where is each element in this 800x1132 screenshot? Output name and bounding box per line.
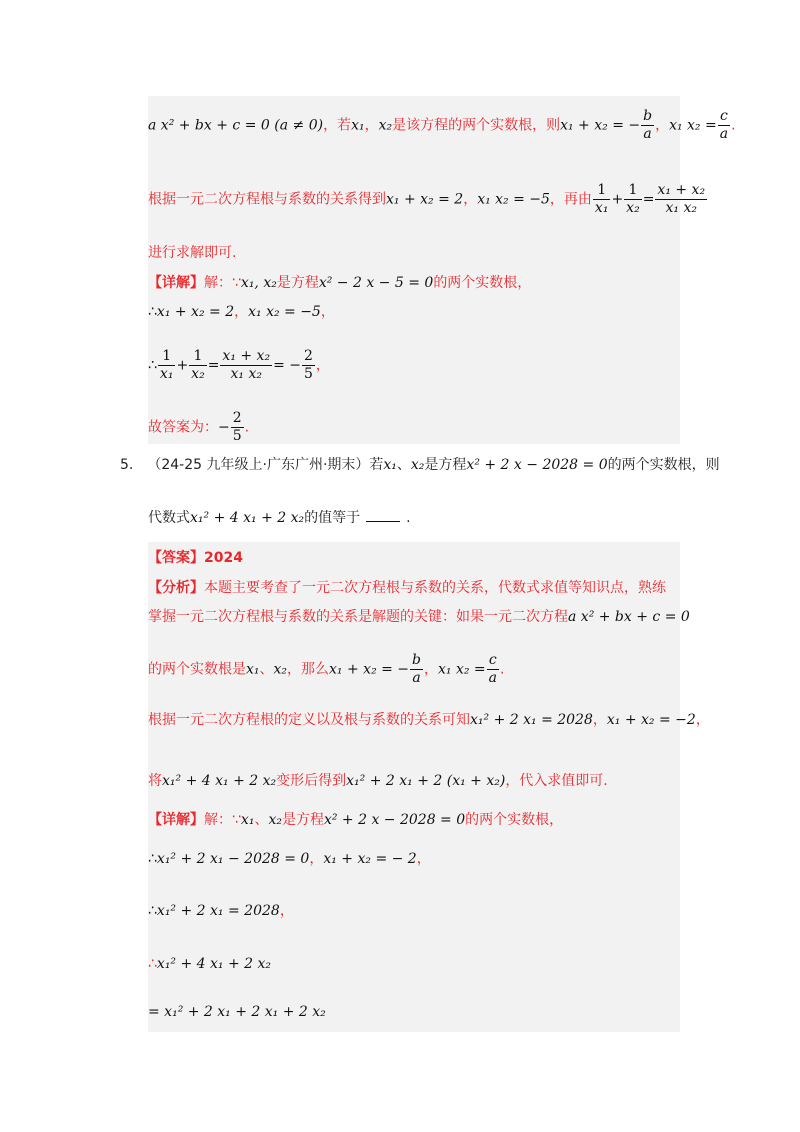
analysis-line-3 bbox=[148, 652, 504, 687]
root-x2: x₂ bbox=[273, 661, 288, 678]
denominator: a bbox=[488, 670, 498, 686]
fraction-1-over-x1 bbox=[593, 182, 611, 217]
product-of-roots: x₁ x₂ = bbox=[438, 661, 486, 678]
solution-line-formula bbox=[148, 108, 736, 143]
detail-tag: 【详解】 bbox=[148, 812, 204, 828]
quadratic-equation-general: a x² + bx + c = 0 (a ≠ 0) bbox=[148, 117, 324, 134]
fraction-1-over-x2 bbox=[624, 182, 642, 217]
fraction-sum-over-product bbox=[655, 182, 707, 217]
fraction-1-over-x1 bbox=[158, 348, 176, 383]
denominator: a bbox=[719, 126, 729, 142]
sum-of-roots: x₁ + x₂ = − 2 bbox=[323, 851, 417, 867]
product-of-roots: x₁ x₂ = bbox=[669, 117, 717, 134]
text: 掌握一元二次方程根与系数的关系是解题的关键：如果一元二次方程 bbox=[148, 609, 568, 625]
text: . bbox=[244, 419, 250, 436]
text: ，那么 bbox=[287, 661, 330, 678]
root-x1: x₁ bbox=[246, 661, 260, 678]
analysis-line-2 bbox=[148, 607, 690, 627]
fraction-b-over-a bbox=[410, 652, 423, 687]
roots: x₁, x₂ bbox=[240, 275, 277, 291]
denominator: a bbox=[412, 670, 421, 686]
numerator: b bbox=[412, 652, 422, 668]
root-x1: x₁ bbox=[351, 117, 365, 134]
numerator: b bbox=[643, 108, 653, 124]
root-x1: x₁ bbox=[240, 812, 255, 828]
denominator: x₂ bbox=[626, 200, 640, 216]
fraction-c-over-a bbox=[718, 108, 730, 143]
fraction-b-over-a bbox=[641, 108, 654, 143]
numerator: 1 bbox=[189, 348, 207, 366]
operator: − bbox=[218, 419, 230, 436]
denominator: x₁ bbox=[594, 200, 609, 216]
equation: x₁² + 2 x₁ = 2028 bbox=[470, 712, 593, 728]
equation: x² + 2 x − 2028 = 0 bbox=[323, 812, 466, 828]
denominator: a bbox=[643, 126, 652, 142]
denominator: x₁ x₂ bbox=[230, 366, 262, 382]
denominator: x₂ bbox=[191, 366, 205, 382]
expression: x₁² + 4 x₁ + 2 x₂ bbox=[162, 773, 277, 789]
operator: = bbox=[207, 357, 220, 374]
denominator: 5 bbox=[232, 428, 242, 444]
detail-line-vieta bbox=[148, 302, 335, 322]
text: ， bbox=[695, 712, 710, 728]
fraction-2-over-5 bbox=[231, 410, 244, 445]
numerator: x₁ + x₂ bbox=[222, 348, 271, 364]
analysis-line-4 bbox=[148, 710, 710, 730]
text: ， bbox=[320, 304, 335, 320]
operator: + bbox=[176, 357, 189, 374]
analysis-line-1 bbox=[148, 578, 666, 598]
sum-of-roots: x₁ + x₂ = 2 bbox=[386, 191, 464, 208]
expression: x₁² + 2 x₁ + 2 (x₁ + x₂) bbox=[346, 773, 506, 789]
detail-line-5 bbox=[148, 1002, 326, 1022]
text: 故答案为： bbox=[148, 419, 218, 436]
therefore-symbol: ∴ bbox=[148, 851, 157, 867]
text: ， bbox=[234, 304, 249, 320]
analysis-line-5 bbox=[148, 771, 608, 791]
numerator: c bbox=[487, 652, 499, 670]
numerator: 1 bbox=[624, 182, 642, 200]
text: 的两个实数根， bbox=[433, 275, 532, 291]
text: 的两个实数根是 bbox=[148, 661, 246, 678]
question-5-line-1 bbox=[120, 455, 720, 475]
sum-of-roots: x₁ + x₂ = −2 bbox=[606, 712, 696, 728]
text: ， bbox=[315, 357, 330, 374]
product-of-roots: x₁ x₂ = −5 bbox=[477, 191, 550, 208]
denominator: x₁ x₂ bbox=[665, 200, 697, 216]
text: 是方程 bbox=[281, 812, 324, 828]
fraction-c-over-a bbox=[487, 652, 499, 687]
question-5-line-2 bbox=[148, 507, 411, 528]
solution-panel-bottom bbox=[148, 542, 710, 1032]
fraction-2-over-5 bbox=[302, 348, 315, 383]
text: 解：∵ bbox=[204, 275, 241, 291]
numerator: 2 bbox=[232, 410, 242, 426]
sum-of-roots: x₁ + x₂ = − bbox=[329, 661, 410, 678]
text: ， bbox=[655, 117, 670, 134]
text: 的两个实数根，则 bbox=[607, 457, 720, 473]
therefore-symbol: ∴ bbox=[148, 357, 157, 374]
numerator: 1 bbox=[158, 348, 176, 366]
expression: x₁² + 4 x₁ + 2 x₂ bbox=[156, 956, 272, 972]
product-of-roots: x₁ x₂ = −5 bbox=[248, 304, 321, 320]
text: 解：∵ bbox=[204, 812, 241, 828]
text: ，再由 bbox=[549, 191, 592, 208]
sum-of-roots: x₁ + x₂ = − bbox=[560, 117, 641, 134]
detail-tag: 【详解】 bbox=[148, 275, 204, 291]
numerator: c bbox=[718, 108, 730, 126]
denominator: x₁ bbox=[159, 366, 174, 382]
detail-line-given bbox=[148, 273, 531, 293]
text: 、 bbox=[396, 457, 411, 473]
text: 的两个实数根， bbox=[465, 812, 564, 828]
text: . bbox=[406, 510, 411, 526]
answer-blank bbox=[366, 507, 400, 522]
solution-line-method: 进行求解即可. bbox=[148, 245, 237, 261]
detail-line-3 bbox=[148, 901, 294, 921]
text: ，代入求值即可. bbox=[505, 773, 608, 789]
text: 是方程 bbox=[424, 457, 467, 473]
text: 是该方程的两个实数根，则 bbox=[392, 117, 561, 134]
text: . bbox=[731, 117, 736, 134]
root-x2: x₂ bbox=[378, 117, 393, 134]
operator: = − bbox=[273, 357, 301, 374]
question-source: （24-25 九年级上·广东广州·期末）若 bbox=[147, 457, 384, 473]
solution-line-relation bbox=[148, 182, 708, 217]
numerator: 1 bbox=[593, 182, 611, 200]
detail-line-4 bbox=[148, 954, 271, 974]
sum-of-roots: x₁ + x₂ = 2 bbox=[156, 304, 235, 320]
operator: + bbox=[611, 191, 624, 208]
text: 的值等于 bbox=[304, 510, 361, 526]
text: ， bbox=[424, 661, 439, 678]
root-x2: x₂ bbox=[268, 812, 282, 828]
expression: = x₁² + 2 x₁ + 2 x₁ + 2 x₂ bbox=[148, 1004, 326, 1020]
fraction-1-over-x2 bbox=[189, 348, 207, 383]
therefore-symbol: ∴ bbox=[148, 903, 157, 919]
answer-tag: 【答案】 bbox=[148, 550, 204, 566]
detail-line-2 bbox=[148, 849, 431, 869]
text: 、 bbox=[254, 812, 269, 828]
expression: x₁² + 4 x₁ + 2 x₂ bbox=[190, 510, 305, 526]
equation: x² + 2 x − 2028 = 0 bbox=[466, 457, 608, 473]
text: 、 bbox=[259, 661, 274, 678]
quadratic-equation-general: a x² + bx + c = 0 bbox=[568, 609, 690, 625]
equation: x² − 2 x − 5 = 0 bbox=[318, 275, 434, 291]
text: 根据一元二次方程根与系数的关系得到 bbox=[148, 191, 386, 208]
question-number: 5. bbox=[120, 457, 134, 473]
text: ，若 bbox=[323, 117, 352, 134]
detail-line-given bbox=[148, 810, 563, 830]
text: 根据一元二次方程根的定义以及根与系数的关系可知 bbox=[148, 712, 470, 728]
therefore-symbol: ∴ bbox=[148, 956, 157, 972]
numerator: 2 bbox=[304, 348, 313, 364]
text: ， bbox=[279, 903, 294, 919]
text: ， bbox=[309, 851, 324, 867]
numerator: x₁ + x₂ bbox=[657, 182, 706, 198]
answer-value: 2024 bbox=[204, 550, 243, 566]
equation: x₁² + 2 x₁ = 2028 bbox=[156, 903, 280, 919]
text: 变形后得到 bbox=[276, 773, 347, 789]
root-x1: x₁ bbox=[383, 457, 397, 473]
text: . bbox=[500, 661, 505, 678]
solution-panel-top bbox=[148, 96, 736, 444]
text: ， bbox=[364, 117, 379, 134]
text: 本题主要考查了一元二次方程根与系数的关系，代数式求值等知识点，熟练 bbox=[204, 580, 666, 596]
analysis-tag: 【分析】 bbox=[148, 580, 204, 596]
root-x2: x₂ bbox=[410, 457, 425, 473]
denominator: 5 bbox=[304, 366, 313, 382]
operator: = bbox=[642, 191, 655, 208]
fraction-sum-over-product bbox=[220, 348, 272, 383]
text: ， bbox=[463, 191, 478, 208]
equation: x₁² + 2 x₁ − 2028 = 0 bbox=[156, 851, 310, 867]
text: ， bbox=[592, 712, 607, 728]
text: ， bbox=[416, 851, 431, 867]
answer-line bbox=[148, 410, 249, 445]
text: 将 bbox=[148, 773, 162, 789]
detail-line-compute bbox=[148, 348, 330, 383]
text: 代数式 bbox=[148, 510, 190, 526]
text: 是方程 bbox=[276, 275, 319, 291]
answer-line bbox=[148, 548, 243, 568]
therefore-symbol: ∴ bbox=[148, 304, 157, 320]
